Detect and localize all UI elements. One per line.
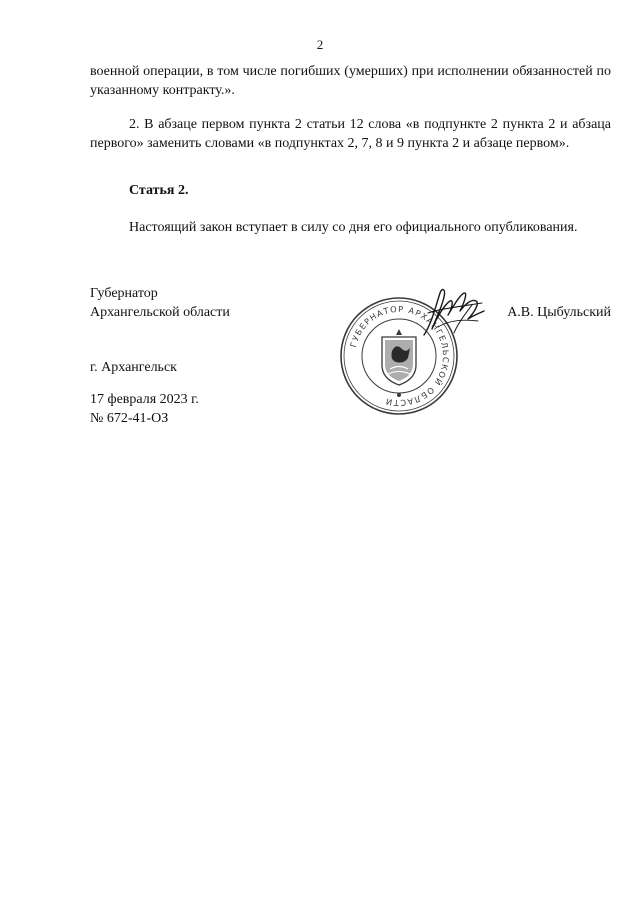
paragraph-article-2: Настоящий закон вступает в силу со дня его официального опубликования. [129,220,578,235]
signer-position-line2: Архангельской области [90,305,230,320]
signer-position [90,284,230,322]
page-number: 2 [316,37,324,52]
article-heading: Статья 2. [129,183,189,198]
paragraph-item-2: 2. В абзаце первом пункта 2 статьи 12 слова «в подпункте 2 пункта 2 и абзаца первого» заменить словами «в подпунктах 2, 7, 8 и 9 пункта 2 и абзаце первом». [90,117,611,151]
law-number: № 672-41-ОЗ [90,411,169,426]
signer-position-line1: Губернатор [90,286,158,301]
city: г. Архангельск [90,360,177,375]
signer-name: А.В. Цыбульский [507,305,611,320]
handwritten-signature-icon [418,283,490,343]
seal-text: ГУБЕРНАТОР АРХАНГЕЛЬСКОЙ ОБЛАСТИ [347,303,452,409]
date-and-number [90,390,199,428]
paragraph-continuation: военной операции, в том числе погибших (умерших) при исполнении обязанностей по указанному контракту.». [90,64,611,98]
law-date: 17 февраля 2023 г. [90,392,199,407]
